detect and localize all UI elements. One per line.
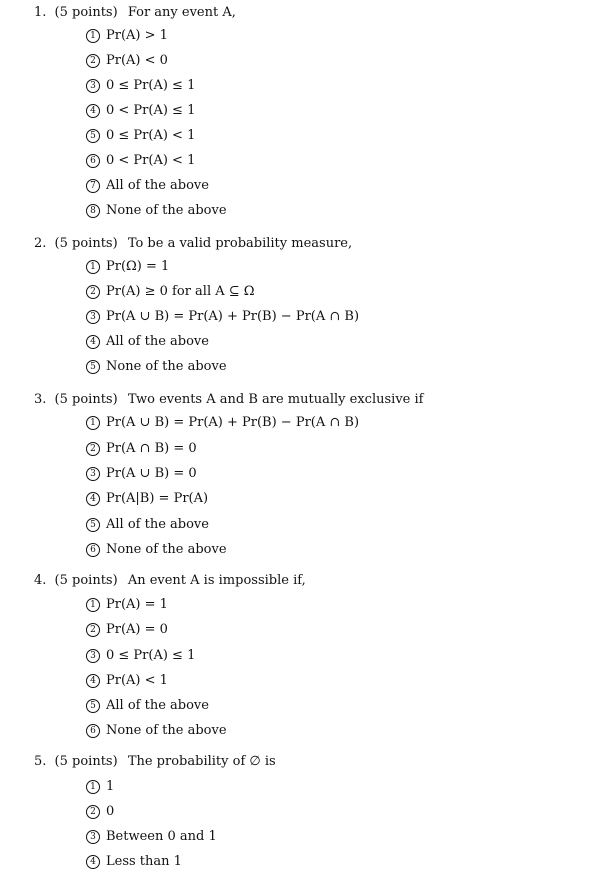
option-5[interactable] <box>86 697 209 715</box>
option-text: Pr(A) = 1 <box>106 597 168 612</box>
question-header <box>34 754 276 770</box>
option-marker-7: 7 <box>86 179 100 193</box>
question-points: (5 points) <box>54 573 118 588</box>
question-number: 3. <box>34 392 47 407</box>
option-text: Between 0 and 1 <box>106 829 217 844</box>
option-3[interactable] <box>86 308 359 326</box>
option-text: Pr(A ∪ B) = Pr(A) + Pr(B) − Pr(A ∩ B) <box>106 415 360 430</box>
option-4[interactable] <box>86 333 209 351</box>
option-marker-6: 6 <box>86 154 100 168</box>
option-marker-1: 1 <box>86 598 100 612</box>
option-4[interactable] <box>86 102 195 120</box>
option-marker-6: 6 <box>86 724 100 738</box>
option-8[interactable] <box>86 202 227 220</box>
option-marker-5: 5 <box>86 360 100 374</box>
option-marker-5: 5 <box>86 129 100 143</box>
option-3[interactable] <box>86 77 195 95</box>
option-marker-3: 3 <box>86 310 100 324</box>
question-text: For any event A, <box>127 5 236 20</box>
option-marker-2: 2 <box>86 805 100 819</box>
question-header <box>34 392 423 408</box>
option-2[interactable] <box>86 803 114 821</box>
option-7[interactable] <box>86 177 209 195</box>
option-5[interactable] <box>86 516 209 534</box>
option-text: 0 < Pr(A) < 1 <box>106 153 196 168</box>
option-text: Pr(A ∪ B) = Pr(A) + Pr(B) − Pr(A ∩ B) <box>106 309 360 324</box>
question-number: 5. <box>34 754 47 769</box>
option-marker-2: 2 <box>86 442 100 456</box>
option-3[interactable] <box>86 647 195 665</box>
option-text: Pr(A) = 0 <box>106 622 168 637</box>
option-text: Pr(A|B) = Pr(A) <box>106 491 209 506</box>
option-text: 0 ≤ Pr(A) < 1 <box>106 128 196 143</box>
option-marker-2: 2 <box>86 623 100 637</box>
option-text: Pr(A) ≥ 0 for all A ⊆ Ω <box>106 284 255 299</box>
question-text: An event A is impossible if, <box>127 573 306 588</box>
option-1[interactable] <box>86 778 114 796</box>
option-1[interactable] <box>86 258 169 276</box>
option-text: None of the above <box>106 542 227 557</box>
option-6[interactable] <box>86 152 195 170</box>
question-number: 1. <box>34 5 47 20</box>
option-marker-3: 3 <box>86 79 100 93</box>
question-text: The probability of ∅ is <box>127 754 276 769</box>
option-marker-6: 6 <box>86 543 100 557</box>
option-text: Pr(A ∪ B) = 0 <box>106 466 197 481</box>
option-text: 0 ≤ Pr(A) ≤ 1 <box>106 78 196 93</box>
option-marker-2: 2 <box>86 54 100 68</box>
option-2[interactable] <box>86 621 168 639</box>
option-1[interactable] <box>86 596 168 614</box>
option-marker-4: 4 <box>86 335 100 349</box>
option-text: 1 <box>106 779 115 794</box>
option-3[interactable] <box>86 828 217 846</box>
option-text: Pr(A) < 1 <box>106 673 168 688</box>
option-2[interactable] <box>86 52 168 70</box>
question-points: (5 points) <box>54 754 118 769</box>
option-marker-2: 2 <box>86 285 100 299</box>
option-marker-3: 3 <box>86 830 100 844</box>
question-header <box>34 5 236 21</box>
option-text: Pr(Ω) = 1 <box>106 259 170 274</box>
option-text: Pr(A ∩ B) = 0 <box>106 441 197 456</box>
option-5[interactable] <box>86 358 227 376</box>
option-marker-5: 5 <box>86 518 100 532</box>
option-text: Pr(A) < 0 <box>106 53 168 68</box>
option-text: All of the above <box>106 517 209 532</box>
question-number: 2. <box>34 236 47 251</box>
option-text: 0 ≤ Pr(A) ≤ 1 <box>106 648 196 663</box>
option-text: None of the above <box>106 203 227 218</box>
option-text: 0 < Pr(A) ≤ 1 <box>106 103 196 118</box>
option-text: 0 <box>106 804 115 819</box>
option-4[interactable] <box>86 672 168 690</box>
option-2[interactable] <box>86 440 197 458</box>
question-points: (5 points) <box>54 392 118 407</box>
option-3[interactable] <box>86 465 197 483</box>
option-text: None of the above <box>106 723 227 738</box>
option-marker-4: 4 <box>86 855 100 869</box>
option-4[interactable] <box>86 490 208 508</box>
option-5[interactable] <box>86 127 195 145</box>
option-marker-4: 4 <box>86 674 100 688</box>
option-text: Less than 1 <box>106 854 182 869</box>
option-2[interactable] <box>86 283 255 301</box>
option-marker-1: 1 <box>86 260 100 274</box>
question-points: (5 points) <box>54 236 118 251</box>
question-points: (5 points) <box>54 5 118 20</box>
option-1[interactable] <box>86 414 359 432</box>
option-marker-3: 3 <box>86 467 100 481</box>
option-6[interactable] <box>86 541 227 559</box>
option-marker-1: 1 <box>86 29 100 43</box>
option-text: All of the above <box>106 334 209 349</box>
option-marker-8: 8 <box>86 204 100 218</box>
option-text: All of the above <box>106 698 209 713</box>
option-6[interactable] <box>86 722 227 740</box>
question-number: 4. <box>34 573 47 588</box>
option-marker-4: 4 <box>86 492 100 506</box>
option-marker-1: 1 <box>86 416 100 430</box>
option-marker-1: 1 <box>86 780 100 794</box>
option-text: Pr(A) > 1 <box>106 28 168 43</box>
question-header <box>34 236 352 252</box>
option-marker-5: 5 <box>86 699 100 713</box>
option-text: All of the above <box>106 178 209 193</box>
option-text: None of the above <box>106 359 227 374</box>
option-marker-4: 4 <box>86 104 100 118</box>
option-marker-3: 3 <box>86 649 100 663</box>
question-text: Two events A and B are mutually exclusive if <box>127 392 424 407</box>
option-1[interactable] <box>86 27 168 45</box>
question-text: To be a valid probability measure, <box>127 236 353 251</box>
question-header <box>34 573 306 589</box>
option-4[interactable] <box>86 853 182 871</box>
